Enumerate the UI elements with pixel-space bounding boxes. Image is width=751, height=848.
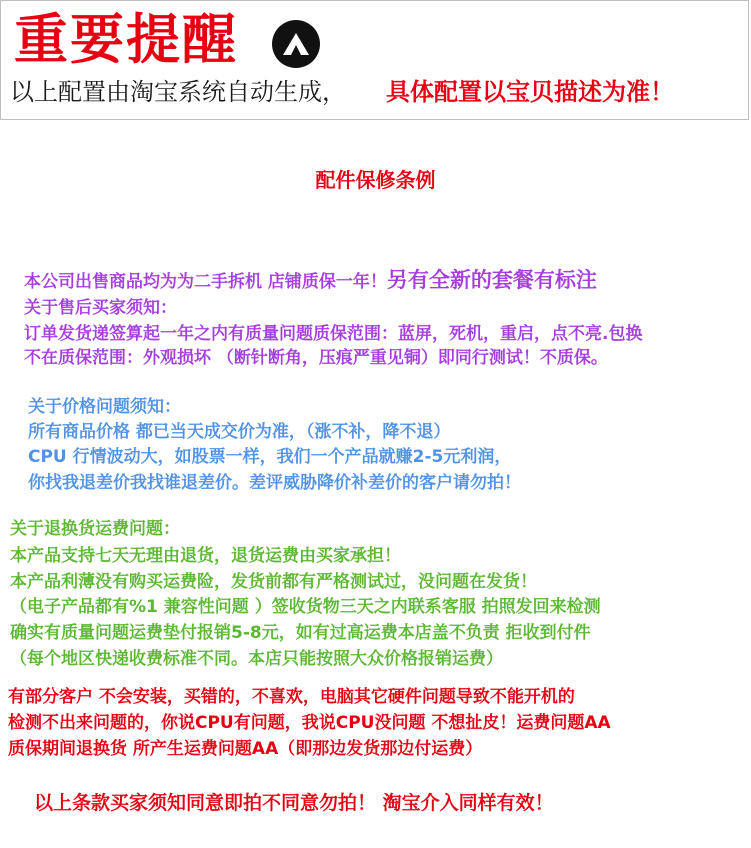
return-line-1: 关于退换货运费问题：	[10, 519, 180, 539]
return-line-6: （每个地区快递收费标准不同。本店只能按照大众价格报销运费）	[10, 649, 503, 669]
warranty-line-3: 订单发货递签算起一年之内有质量问题质保范围：蓝屏，死机，重启，点不亮.包换	[24, 324, 643, 344]
customer-line-1: 有部分客户 不会安装，买错的，不喜欢，电脑其它硬件问题导致不能开机的	[8, 687, 575, 707]
price-line-3: CPU 行情波动大，如股票一样，我们一个产品就赚2-5元利润，	[28, 447, 512, 467]
footer-notice: 以上条款买家须知同意即拍不同意勿拍！ 淘宝介入同样有效！	[34, 792, 554, 814]
return-line-3: 本产品利薄没有购买运费险，发货前都有严格测试过，没问题在发货！	[10, 572, 537, 592]
notice-subtitle: 以上配置由淘宝系统自动生成，	[10, 78, 346, 106]
return-line-2: 本产品支持七天无理由退货，退货运费由买家承担！	[10, 546, 401, 566]
page-title: 配件保修条例	[315, 168, 436, 192]
warranty-statement: 本公司出售商品均为为二手拆机 店铺质保一年！	[24, 272, 387, 292]
customer-line-2: 检测不出来问题的，你说CPU有问题，我说CPU没问题 不想扯皮！运费问题AA	[8, 713, 611, 733]
price-line-1: 关于价格问题须知：	[28, 397, 181, 417]
return-line-4: （电子产品都有%1 兼容性问题 ）签收货物三天之内联系客服 拍照发回来检测	[10, 597, 601, 617]
warranty-line-2: 关于售后买家须知：	[24, 298, 177, 318]
customer-line-3: 质保期间退换货 所产生运费问题AA（即那边发货那边付运费）	[8, 739, 483, 759]
warranty-line-4: 不在质保范围：外观损坏 （断针断角，压痕严重见铜）即同行测试！不质保。	[24, 348, 608, 368]
chevron-up-circle-icon	[272, 20, 320, 68]
notice-title: 重要提醒	[14, 8, 238, 71]
notice-subtitle-emphasis: 具体配置以宝贝描述为准！	[386, 78, 674, 106]
new-package-note: 另有全新的套餐有标注	[386, 268, 597, 292]
return-line-5: 确实有质量问题运费垫付报销5-8元，如有过高运费本店盖不负责 拒收到付件	[10, 623, 591, 643]
price-line-2: 所有商品价格 都已当天成交价为准，（涨不补，降不退）	[28, 422, 451, 442]
price-line-4: 你找我退差价我找谁退差价。差评威胁降价补差价的客户请勿拍！	[28, 473, 521, 493]
warranty-line-1	[24, 267, 597, 295]
